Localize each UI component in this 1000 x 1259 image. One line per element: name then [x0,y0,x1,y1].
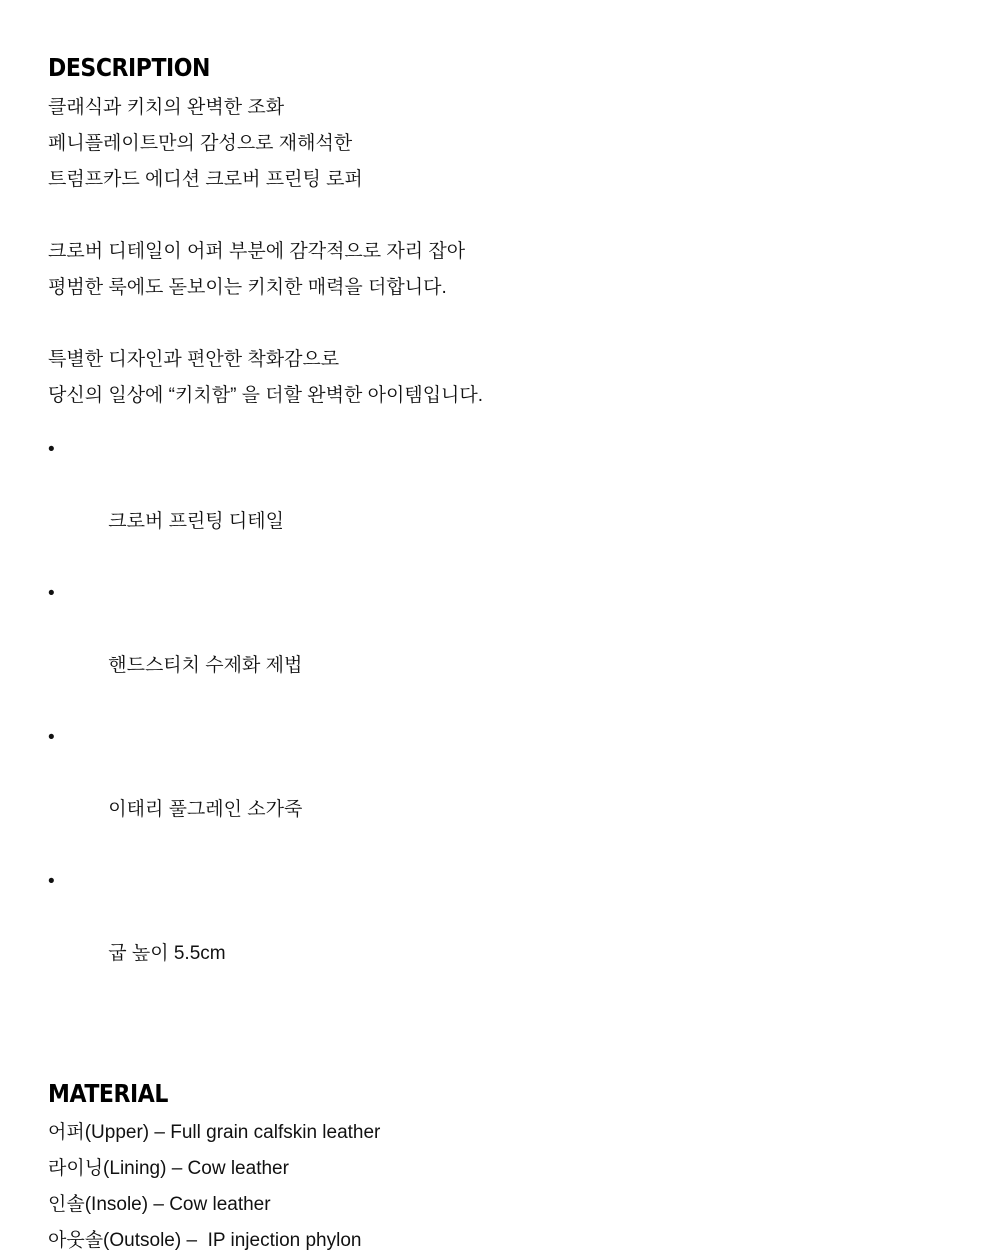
list-item [48,864,952,1008]
material-line: 아웃솔(Outsole) – IP injection phylon [48,1223,952,1259]
material-body [48,1115,952,1259]
description-heading: DESCRIPTION [48,54,844,82]
paragraph-spacer [48,306,952,342]
description-line: 크로버 디테일이 어퍼 부분에 감각적으로 자리 잡아 [48,234,952,270]
material-section [48,1080,952,1259]
list-item-label: 핸드스티치 수제화 제법 [108,655,302,676]
feature-bullet-list [48,432,952,1008]
paragraph-spacer [48,198,952,234]
bullet-marker-icon: • [48,432,55,468]
description-line: 클래식과 키치의 완벽한 조화 [48,90,952,126]
material-line: 어퍼(Upper) – Full grain calfskin leather [48,1115,952,1151]
bullet-marker-icon: • [48,720,55,756]
list-item [48,576,952,720]
description-line: 당신의 일상에 “키치함” 을 더할 완벽한 아이템입니다. [48,378,952,414]
material-line: 인솔(Insole) – Cow leather [48,1187,952,1223]
list-item-label: 크로버 프린팅 디테일 [108,511,284,532]
list-item [48,432,952,576]
material-line: 라이닝(Lining) – Cow leather [48,1151,952,1187]
description-line: 페니플레이트만의 감성으로 재해석한 [48,126,952,162]
bullet-marker-icon: • [48,576,55,612]
description-body [48,90,952,414]
description-section [48,54,952,1008]
material-heading: MATERIAL [48,1080,844,1108]
list-item-label: 이태리 풀그레인 소가죽 [108,799,302,820]
description-line: 트럼프카드 에디션 크로버 프린팅 로퍼 [48,162,952,198]
list-item-label: 굽 높이 5.5cm [108,943,225,964]
list-item [48,720,952,864]
description-line: 평범한 룩에도 돋보이는 키치한 매력을 더합니다. [48,270,952,306]
bullet-marker-icon: • [48,864,55,900]
description-line: 특별한 디자인과 편안한 착화감으로 [48,342,952,378]
